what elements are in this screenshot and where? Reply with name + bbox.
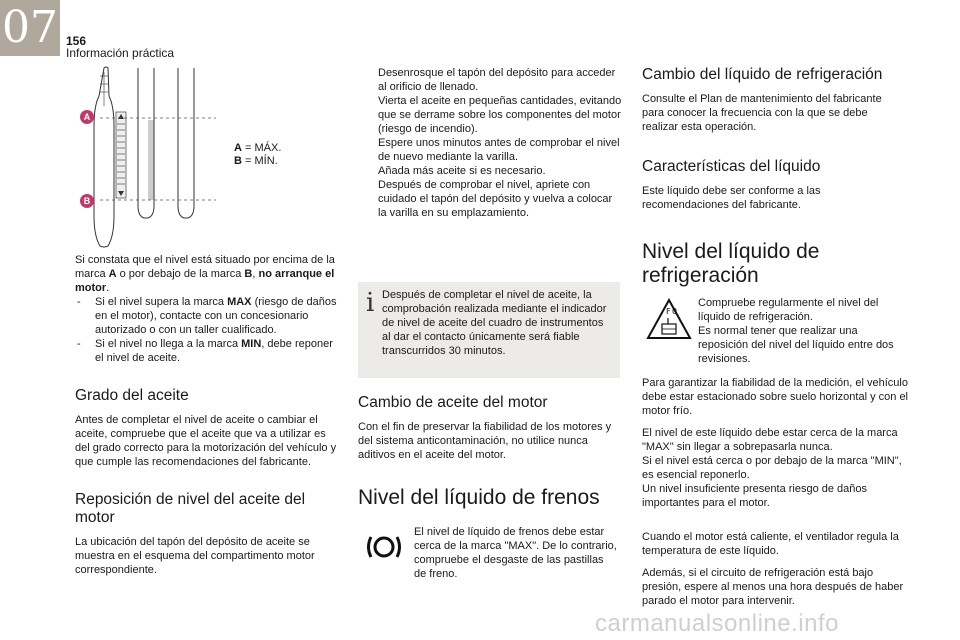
oil-change-text: Con el fin de preservar la fiabilidad de los motores y del sistema anticontaminación, no utilice nunca aditivos en el aceite del motor. [358,421,612,461]
measure-text: Para garantizar la fiabilidad de la medición, el vehículo debe estar estacionado sobre suelo horizontal y con el motor frío. [642,377,909,417]
fan-text: Cuando el motor está caliente, el ventilador regula la temperatura de este líquido. [642,531,899,557]
brake-title: Nivel del líquido de frenos [358,486,600,509]
svg-text:0: 0 [672,307,678,316]
topup-text: La ubicación del tapón del depósito de aceite se muestra en el esquema del compartimento motor correspondiente. [75,536,315,576]
list-item: Añada más aceite si es necesario. [378,165,546,177]
level-intro: Si constata que el nivel está situado por encima de la marca A o por debajo de la marca B, no arranque el motor. [75,254,335,294]
chapter-number: 07 [0,0,60,56]
page-number: 156 [66,34,87,48]
topup-title: Reposición de nivel del aceite del motor [75,491,306,526]
info-text: Después de completar el nivel de aceite, la comprobación realizada mediante el indicador de nivel de aceite del cuadro de instrumentos al dar el contacto únicamente será fiable transcurridos 30 minutos. [382,289,607,357]
coolant-change-text: Consulte el Plan de mantenimiento del fabricante para conocer la frecuencia con la que se debe realizar esta operación. [642,93,882,133]
marker-b-icon: B [80,194,94,208]
legend-a-text: = MÁX. [241,142,282,154]
brake-text: El nivel de líquido de frenos debe estar cerca de la marca "MAX". De lo contrario, compruebe el desgaste de las pastillas de freno. [414,526,617,580]
list-item: Después de comprobar el nivel, apriete con cuidado el tapón del depósito y vuelva a colocar la varilla en su emplazamiento. [378,179,613,219]
brake-warning-icon [364,532,404,562]
list-item: - Si el nivel supera la marca MAX (riesgo de daños en el motor), contacte con un concesionario autorizado o con un taller cualificado. [75,295,337,337]
hot-text: Además, si el circuito de refrigeración está bajo presión, espere al menos una hora después de haber parado el motor para intervenir. [642,567,904,607]
dipstick-illustration [76,66,226,248]
list-item: Desenrosque el tapón del depósito para acceder al orificio de llenado. [378,67,616,93]
marker-a-icon: A [80,110,94,124]
svg-text:F: F [666,307,671,316]
topup-steps [358,66,622,220]
info-box [358,282,620,378]
level-bullets [75,295,337,365]
legend-b-text: = MÍN. [241,155,278,167]
legend-b-key: B [234,155,242,167]
coolant-note-2: Es normal tener que realizar una reposición del nivel del líquido entre dos revisiones. [698,325,894,365]
list-item: - Si el nivel no llega a la marca MIN, debe reponer el nivel de aceite. [75,337,337,365]
coolant-change-title: Cambio del líquido de refrigeración [642,66,883,83]
info-icon: i [366,288,375,318]
coolant-note [698,296,908,366]
list-item: Vierta el aceite en pequeñas cantidades, evitando que se derrame sobre los componentes del motor (riesgo de incendio). [378,95,622,135]
coolant-note-1: Compruebe regularmente el nivel del líquido de refrigeración. [698,297,879,323]
coolant-warning-icon [646,298,692,342]
oil-grade-title: Grado del aceite [75,387,189,404]
characteristics-text: Este líquido debe ser conforme a las recomendaciones del fabricante. [642,185,821,211]
oil-grade-text: Antes de completar el nivel de aceite o cambiar el aceite, compruebe que el aceite que va a utilizar es del grado correcto para la motorización del vehículo y que cumple las recomendaciones del fabricante. [75,414,337,468]
column-left [75,253,337,585]
level-text-2: Si el nivel está cerca o por debajo de la marca "MIN", es esencial reponerlo. [642,455,902,481]
level-text-3: Un nivel insuficiente presenta riesgo de daños importantes para el motor. [642,483,868,509]
coolant-level-title: Nivel del líquido de refrigeración [642,240,820,287]
characteristics-title: Características del líquido [642,158,821,175]
level-text-1: El nivel de este líquido debe estar cerca de la marca "MAX" sin llegar a sobrepasarla nunca. [642,427,898,453]
dipstick-legend [234,142,281,168]
column-right [642,66,906,298]
oil-change-title: Cambio de aceite del motor [358,394,548,411]
watermark: carmanualsonline.info [595,610,839,637]
column-right-lower [642,376,908,616]
legend-a-key: A [234,142,242,154]
section-name: Información práctica [66,46,175,60]
list-item: Espere unos minutos antes de comprobar el nivel de nuevo mediante la varilla. [378,137,620,163]
column-middle-lower [358,394,622,520]
column-middle [358,66,622,220]
